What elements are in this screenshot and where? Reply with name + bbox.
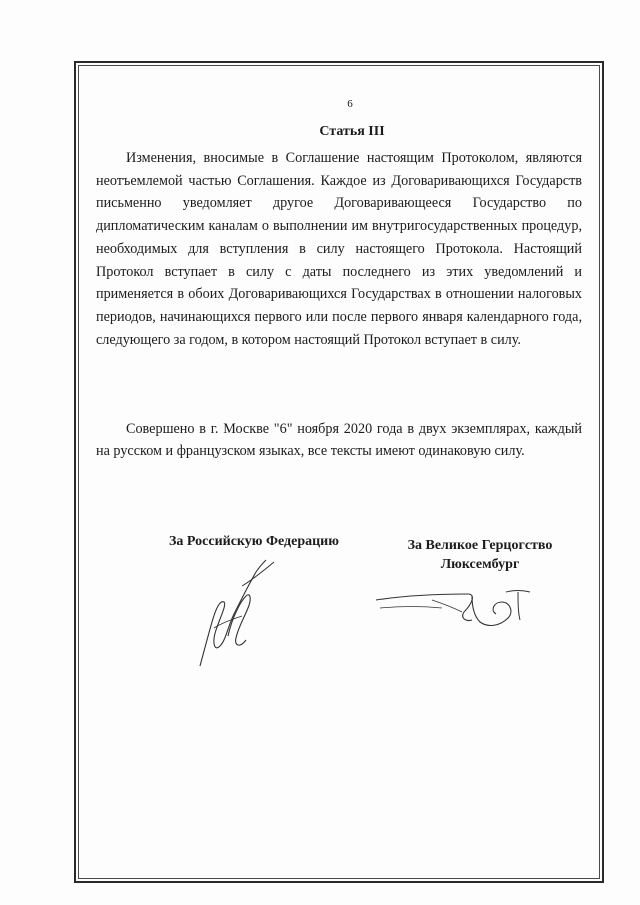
signature-russia	[190, 556, 280, 671]
article-title: Статья III	[319, 124, 385, 139]
signatory-luxembourg-label: За Великое Герцогство Люксембург	[407, 538, 553, 572]
page-number: 6	[347, 98, 353, 110]
done-at-paragraph: Совершено в г. Москве "6" ноября 2020 года в двух экземплярах, каждый на русском и французском языках, все тексты имеют одинаковую силу.	[96, 421, 582, 460]
signatory-russia-label: За Российскую Федерацию	[169, 534, 339, 549]
article-body-paragraph: Изменения, вносимые в Соглашение настоящим Протоколом, являются неотъемлемой частью Соглашения. Каждое из Договаривающихся Государств письменно уведомляет другое Договаривающееся Государство по дипломатическим каналам о выполнении им внутригосударственных процедур, необходимых для вступления в силу настоящего Протокола. Настоящий Протокол вступает в силу с даты последнего из этих уведомлений и применяется в обоих Договаривающихся Государствах в отношении налоговых периодов, начинающихся первого или после первого января календарного года, следующего за годом, в котором настоящий Протокол вступает в силу.	[96, 150, 582, 348]
signature-luxembourg	[372, 582, 552, 634]
